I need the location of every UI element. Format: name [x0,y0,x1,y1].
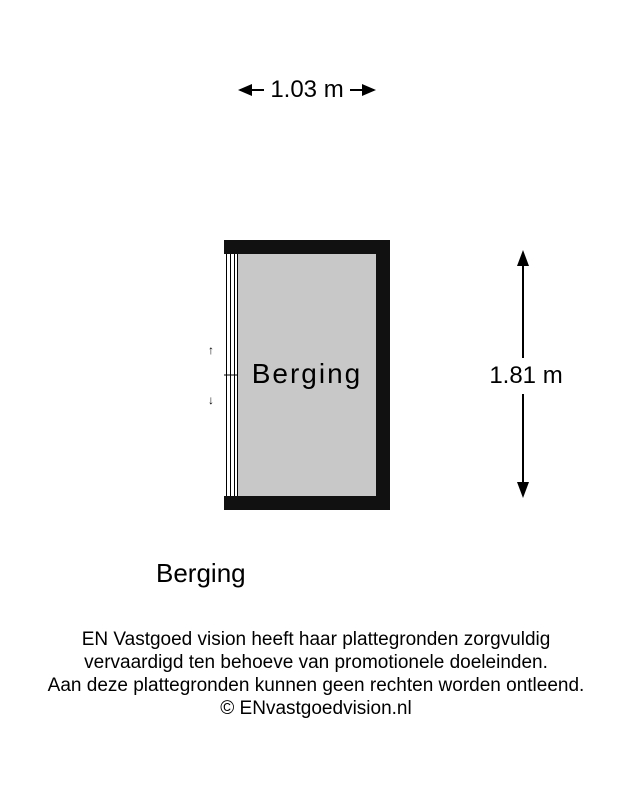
width-dimension [236,74,378,106]
room-label: Berging [251,358,363,389]
disclaimer-line: EN Vastgoed vision heeft haar plattegronden zorgvuldig [81,629,551,650]
disclaimer [0,628,632,720]
arrow-up-icon: ↑ [208,343,214,357]
disclaimer-line: vervaardigd ten behoeve van promotionele doeleinden. [84,652,548,673]
arrow-down-icon: ↓ [208,393,214,407]
disclaimer-line: Aan deze plattegronden kunnen geen rechten worden ontleend. [47,675,585,696]
height-label: 1.81 m [476,358,576,394]
floor-caption: Berging [156,558,246,588]
room-berging [224,240,390,510]
door-lines [224,254,238,496]
sliding-door [224,254,238,496]
width-label: 1.03 m [264,76,349,103]
copyright-line: © ENvastgoedvision.nl [220,698,412,719]
